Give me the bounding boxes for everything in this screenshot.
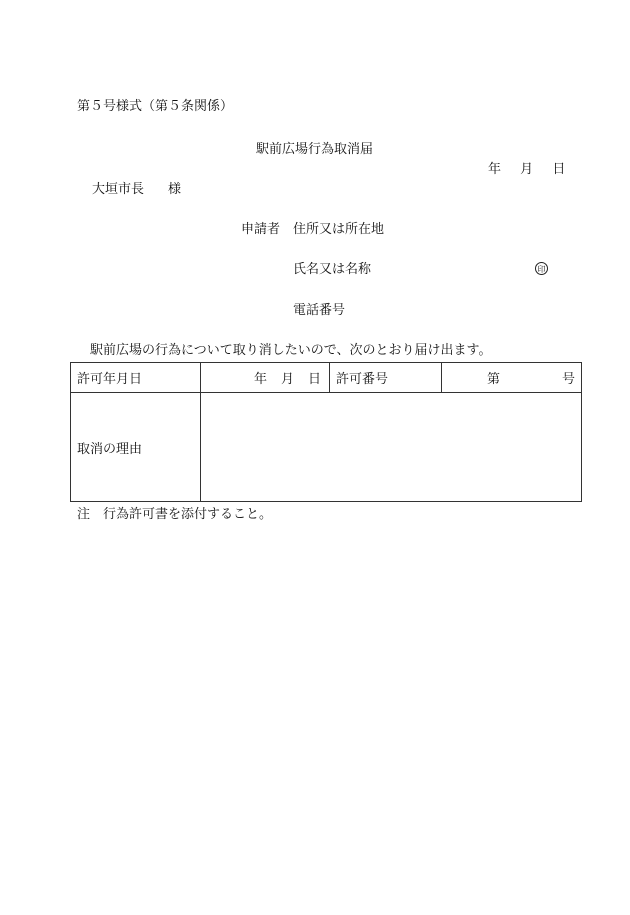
submission-date (488, 163, 565, 176)
phone-field-label: 電話番号 (293, 303, 346, 318)
reason-field[interactable] (201, 393, 582, 502)
permit-number-label: 許可番号 (330, 363, 442, 393)
seal-icon: 印 (535, 262, 548, 275)
footnote-label: 注 (77, 507, 91, 522)
permit-month-unit: 月 (280, 372, 294, 387)
permit-date-field[interactable] (201, 363, 330, 393)
permit-number-field[interactable] (442, 363, 582, 393)
permit-year-unit: 年 (253, 372, 267, 387)
permit-day-unit: 日 (307, 372, 321, 387)
addressee-name: 大垣市長 (92, 182, 145, 197)
permit-number-prefix: 第 (487, 372, 501, 387)
form-number: 第５号様式（第５条関係） (77, 99, 234, 114)
footnote (77, 508, 272, 521)
applicant-label: 申請者 (241, 222, 281, 237)
footnote-text: 行為許可書を添付すること。 (103, 507, 273, 522)
reason-label: 取消の理由 (71, 393, 201, 502)
statement-text: 駅前広場の行為について取り消したいので、次のとおり届け出ます。 (90, 343, 492, 358)
addressee-honorific: 様 (168, 182, 182, 197)
permit-number-suffix: 号 (562, 372, 576, 387)
addressee (92, 183, 181, 196)
document-title: 駅前広場行為取消届 (256, 142, 374, 157)
address-field-label: 住所又は所在地 (293, 222, 385, 237)
date-year-unit: 年 (488, 162, 502, 177)
cancellation-form-table (70, 362, 582, 502)
date-month-unit: 月 (520, 162, 534, 177)
table-row (71, 393, 582, 502)
date-day-unit: 日 (552, 162, 566, 177)
table-row (71, 363, 582, 393)
name-field-label: 氏名又は名称 (293, 262, 372, 277)
permit-date-label: 許可年月日 (71, 363, 201, 393)
